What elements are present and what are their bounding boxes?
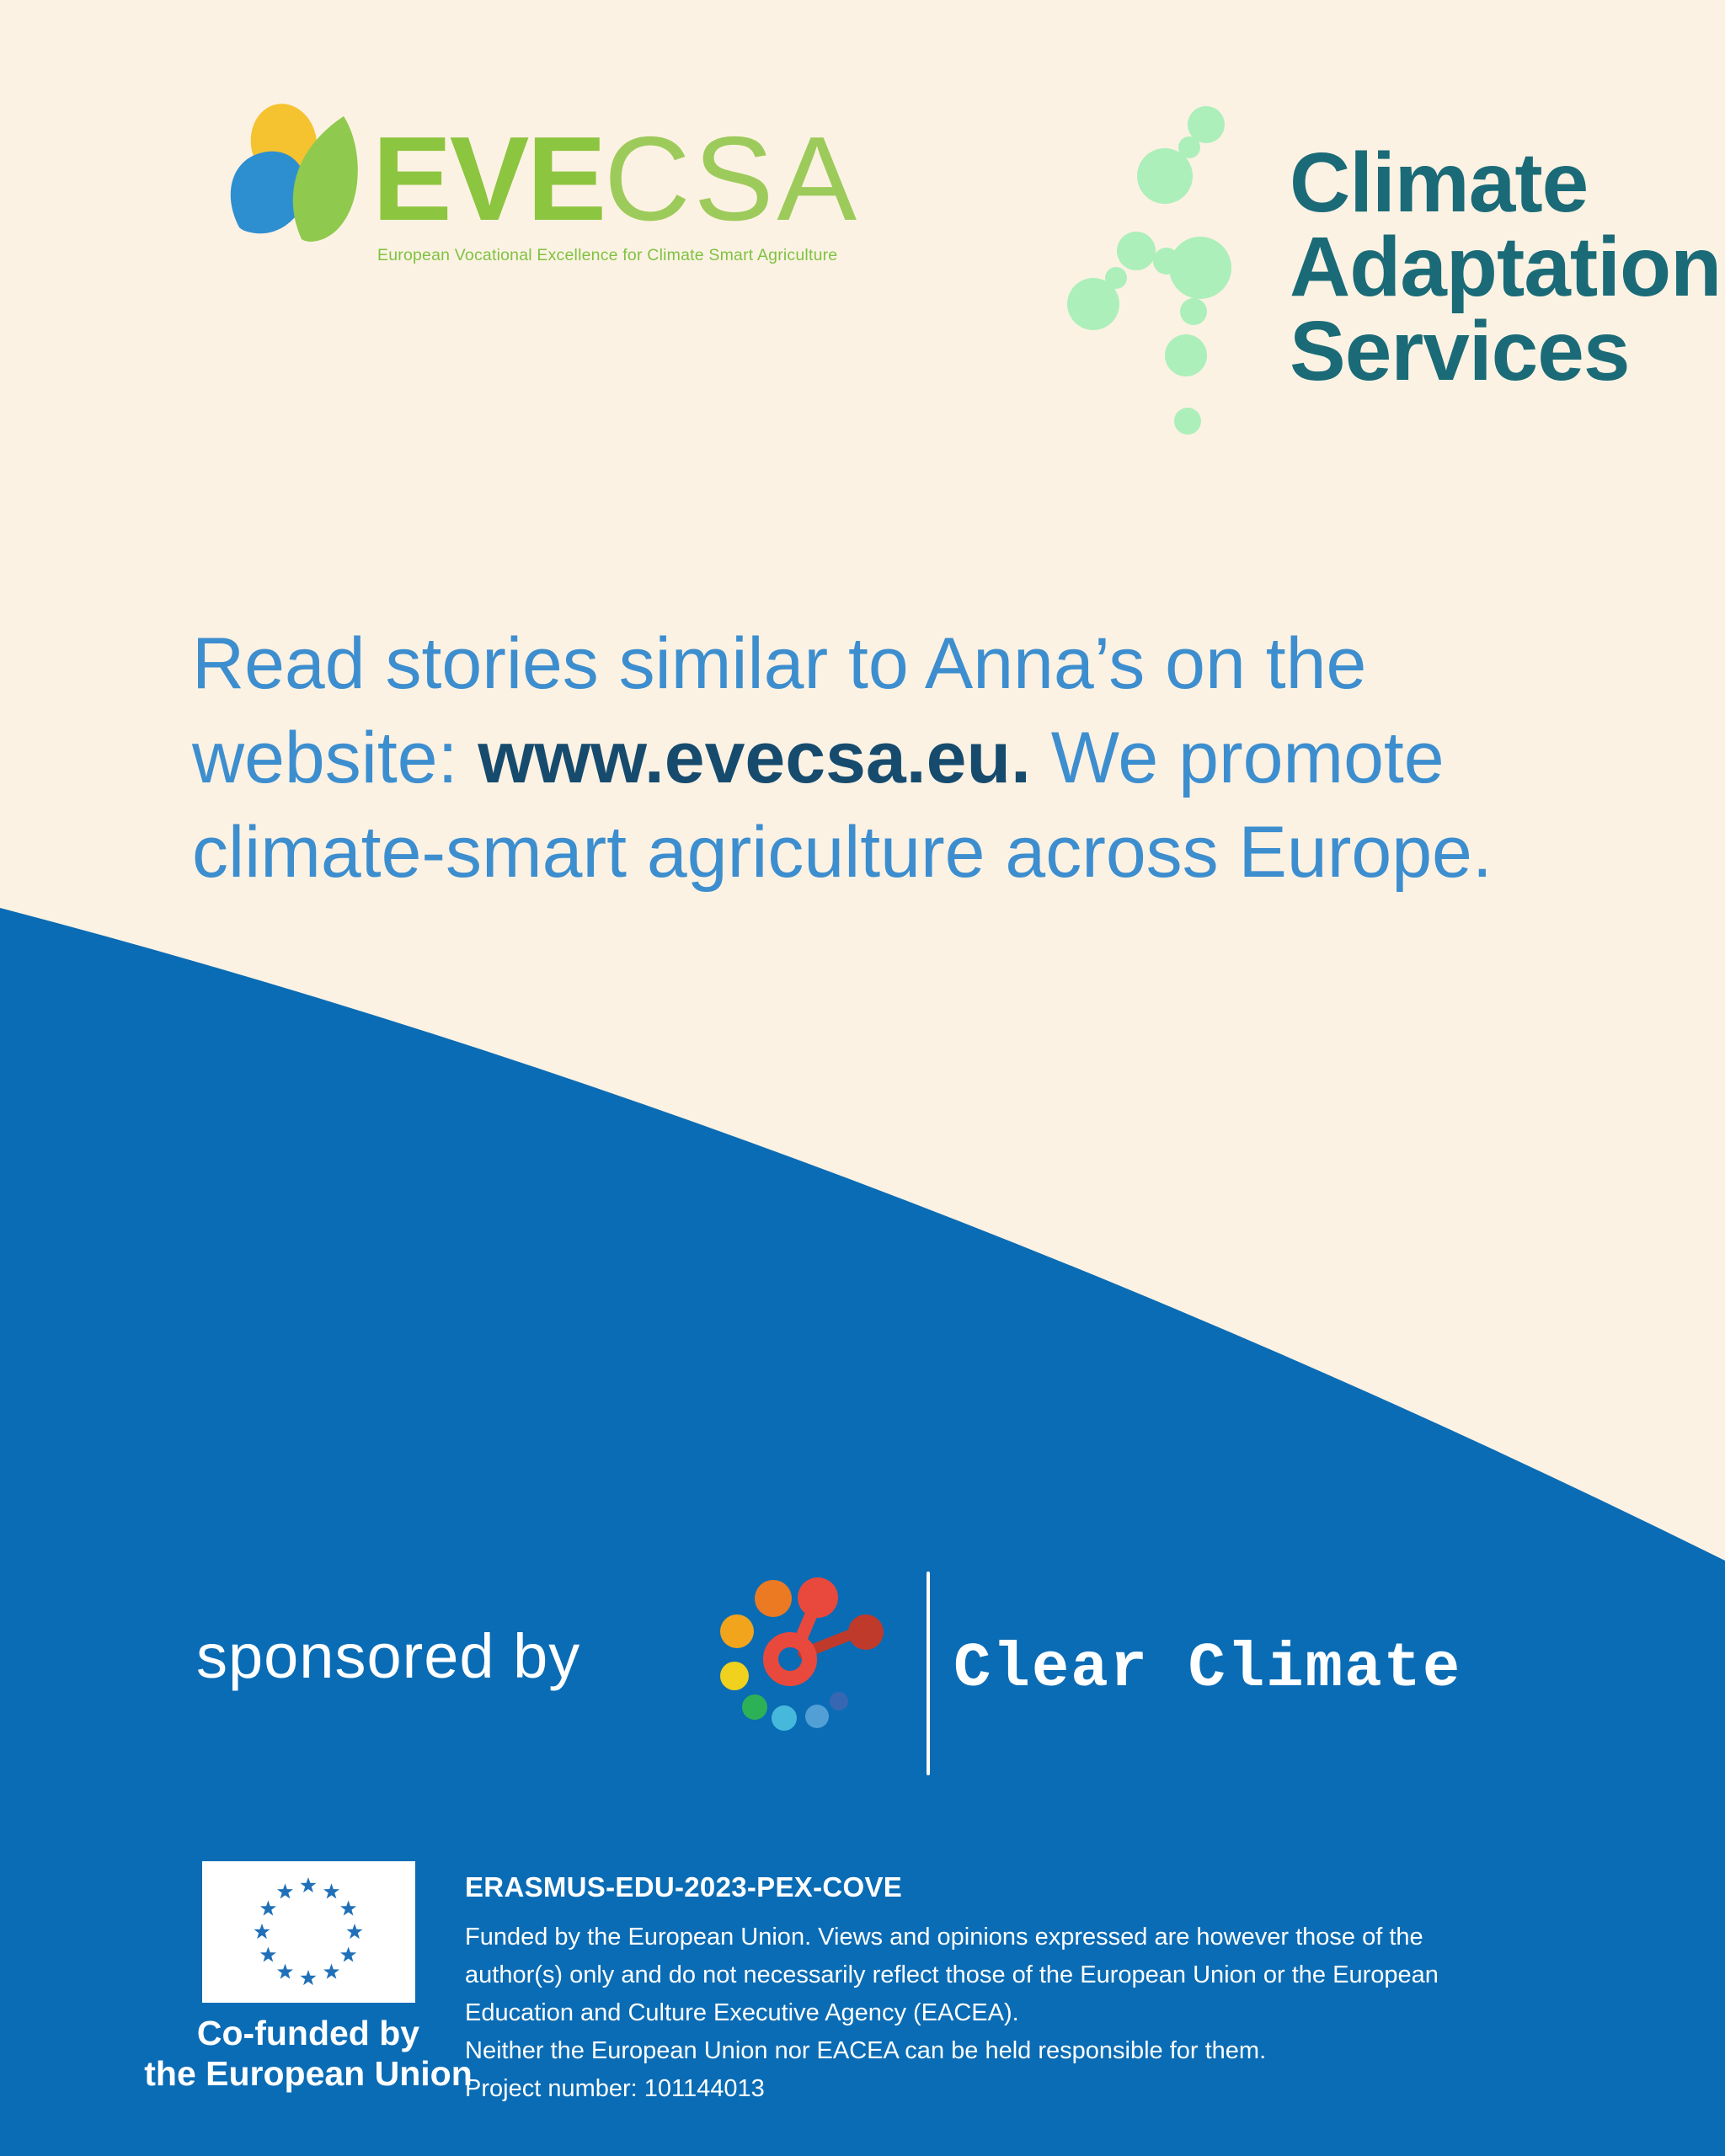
eu-disclaimer-line: Funded by the European Union. Views and opinions expressed are however those of the [465, 1924, 1423, 1951]
clear-climate-wordmark: Clear Climate [953, 1634, 1462, 1705]
evecsa-logo [227, 101, 868, 295]
sponsor-divider [927, 1572, 930, 1775]
eu-disclaimer-line: author(s) only and do not necessarily reflect those of the European Union or the European [465, 1961, 1439, 1988]
website-url: www.evecsa.eu. [478, 718, 1031, 798]
evecsa-wordmark [372, 112, 861, 246]
headline-line-3-text: climate-smart agriculture across Europe. [192, 812, 1493, 893]
cas-blobs-icon [1065, 80, 1251, 442]
headline-line-2-pre: website: [192, 718, 478, 798]
eu-disclaimer-block [465, 1871, 1577, 2108]
evecsa-wordmark-light: CSA [604, 112, 861, 246]
cas-line-1: Climate [1290, 136, 1589, 230]
eu-flag [202, 1861, 415, 2003]
climate-adaptation-services-logo [1065, 80, 1722, 451]
cas-line-2: Adaptation [1290, 220, 1722, 314]
evecsa-wordmark-bold: EVE [372, 112, 605, 246]
eu-disclaimer-line: Neither the European Union nor EACEA can be held responsible for them. [465, 2037, 1267, 2064]
headline-line-3 [192, 805, 1641, 899]
eu-disclaimer-line: Education and Culture Executive Agency (EACEA). [465, 1999, 1019, 2026]
eu-cofunded-line-2: the European Union [144, 2054, 473, 2093]
eu-project-number: Project number: 101144013 [465, 2075, 765, 2102]
eu-cofunded-label [106, 2013, 510, 2094]
cas-wordmark [1290, 136, 1722, 398]
headline [192, 616, 1641, 899]
headline-line-2-post: We promote [1030, 718, 1445, 798]
eu-cofunded-line-1: Co-funded by [196, 2014, 420, 2052]
headline-line-2 [192, 711, 1641, 805]
headline-line-1-text: Read stories similar to Anna’s on the [192, 623, 1367, 704]
cas-line-3: Services [1290, 304, 1630, 398]
sponsored-by-label: sponsored by [196, 1621, 581, 1691]
eu-programme-code: ERASMUS-EDU-2023-PEX-COVE [465, 1871, 903, 1903]
clear-climate-logo-icon [714, 1554, 933, 1806]
evecsa-tagline: European Vocational Excellence for Climate Smart Agriculture [377, 246, 838, 264]
headline-line-1 [192, 616, 1641, 711]
